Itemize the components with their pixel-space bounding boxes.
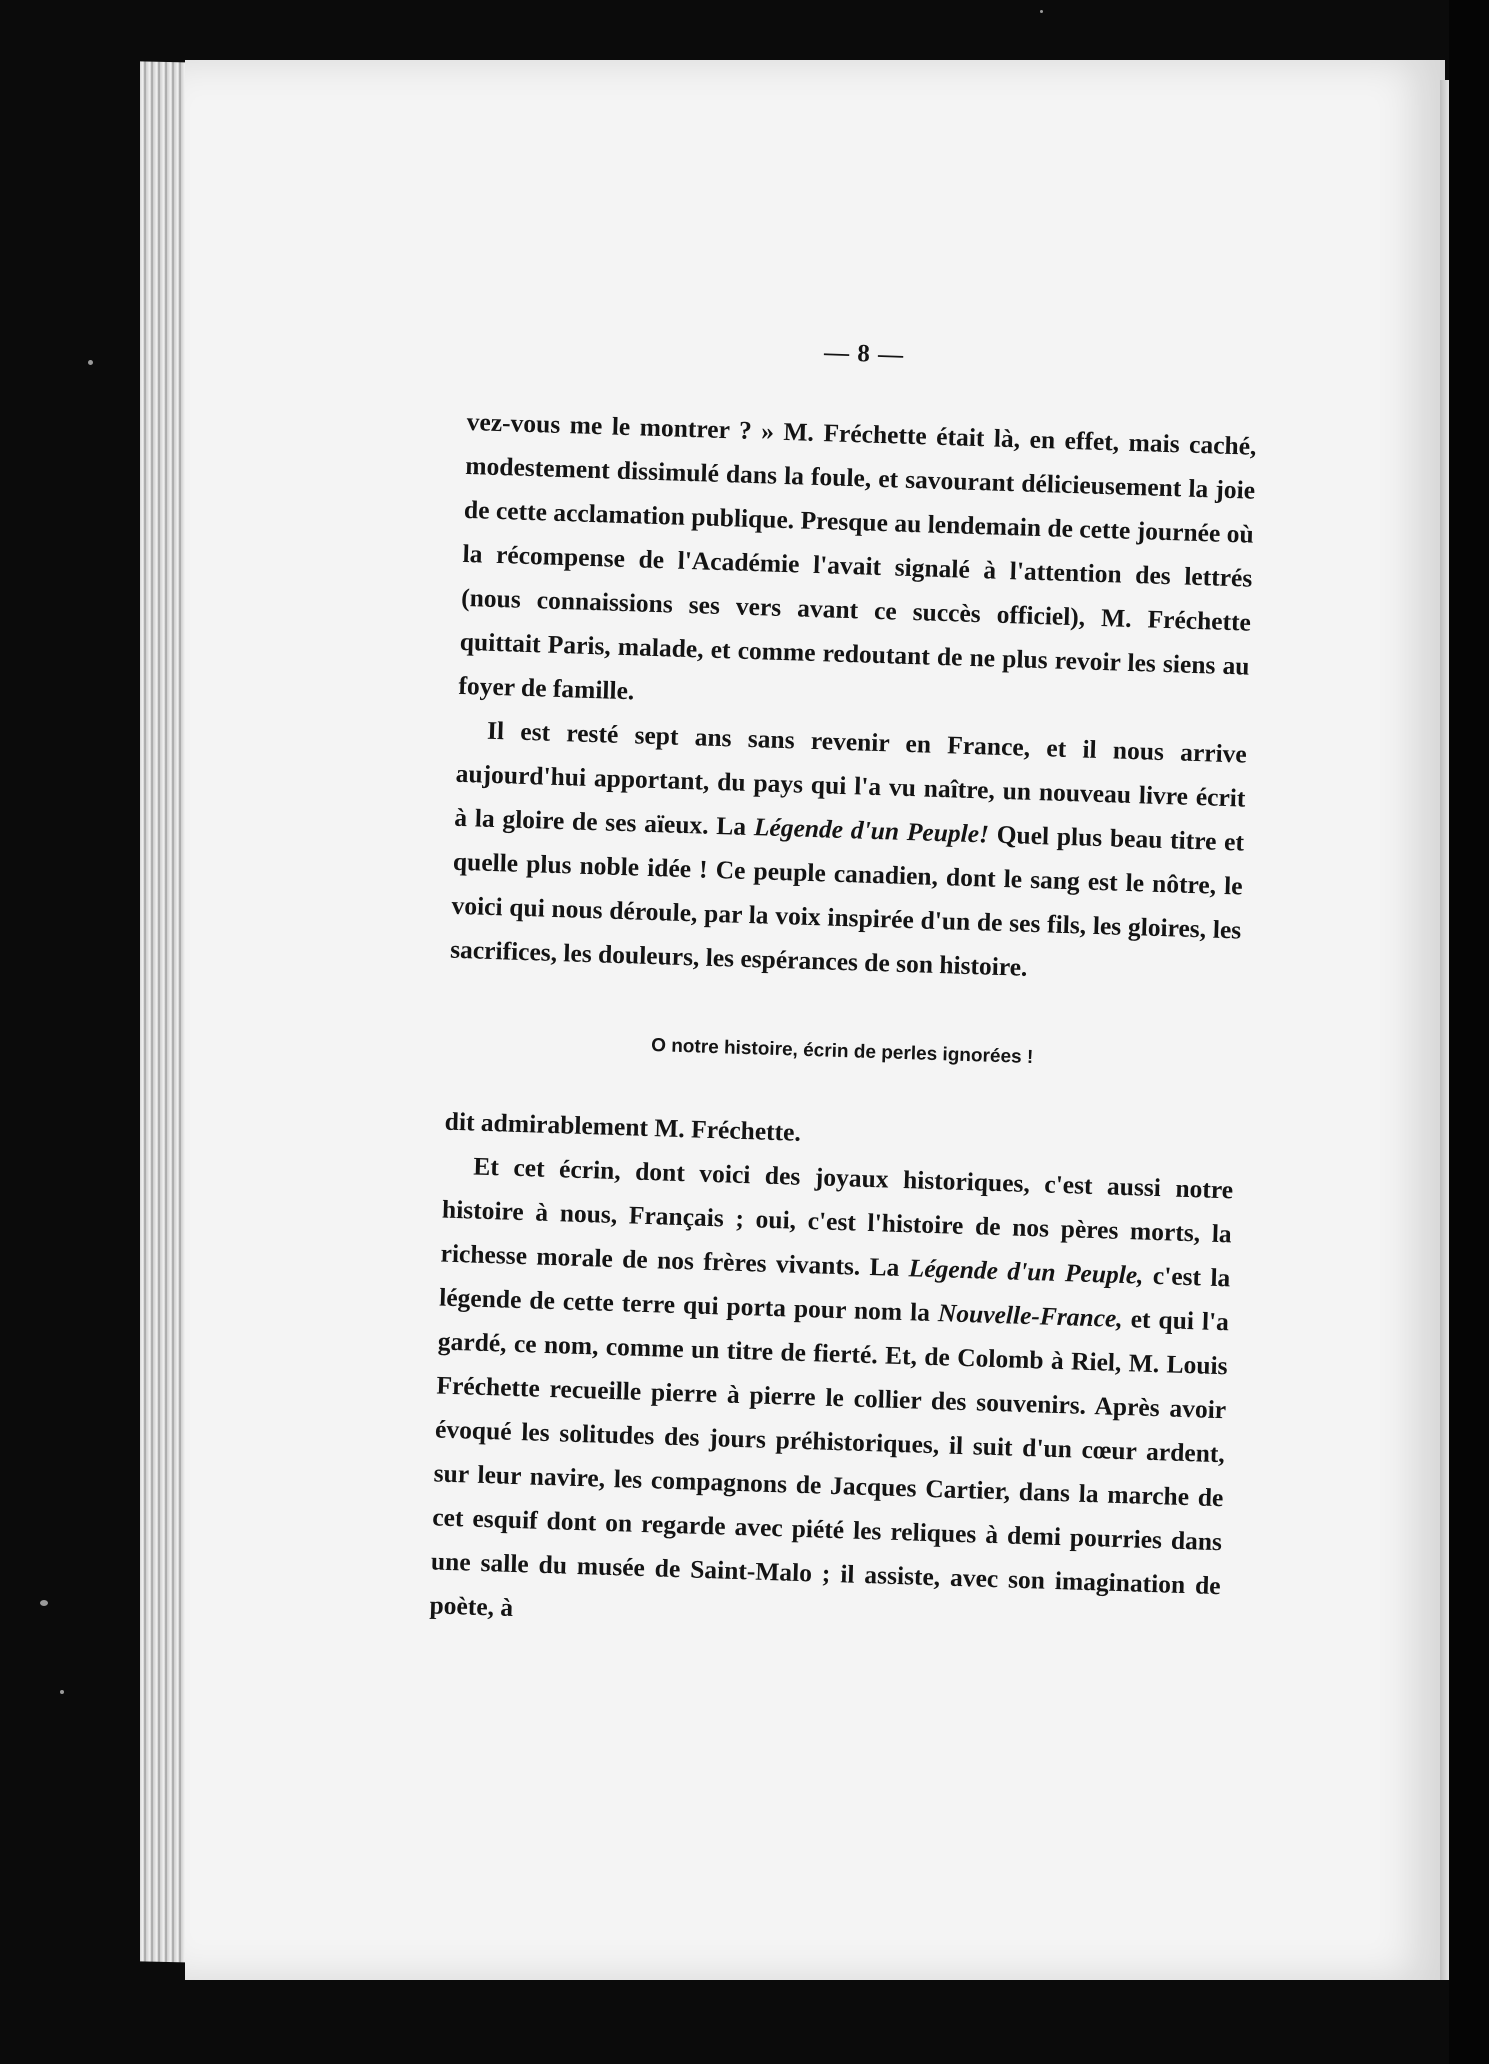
paragraphs-after-verse [429,1100,1235,1653]
text-run: dit admirablement M. Fréchette. [444,1106,802,1147]
verse-quote: O notre histoire, écrin de perles ignorées ! [650,1035,1034,1069]
scan-border [1449,0,1489,2064]
italic-title: Légende d'un Peuple, [908,1253,1145,1290]
italic-title: Nouvelle-France, [937,1298,1124,1333]
text-run: vez-vous me le montrer ? » M. Fréchette était là, en effet, mais caché, modestement dissimulé dans la foule, et savourant délicieusement la joie de cette acclamation publique. Presque au lendemain de cette journée où la récompense de l'Académie l'avait signalé à l'attention des lettrés (nous connaissions ses vers avant ce succès officiel), M. Fréchette quittait Paris, malade, et comme redoutant de ne plus revoir les siens au foyer de famille. [458,406,1257,706]
paragraph [429,1144,1234,1653]
paragraphs-before-verse [450,400,1258,997]
italic-title: Légende d'un Peuple! [753,812,990,849]
text-run: Quel plus beau titre et quelle plus noble idée ! Ce peuple canadien, dont le sang est le nôtre, le voici qui nous déroule, par la voix inspirée d'un de ses fils, les gloires, les sacrifices, les douleurs, les espérances de son histoire. [449,819,1245,982]
text-run: et qui l'a gardé, ce nom, comme un titre de fierté. Et, de Colomb à Riel, M. Louis Fréchette recueille pierre à pierre le collier des souvenirs. Après avoir évoqué les solitudes des jours préhistoriques, il suit d'un cœur ardent, sur leur navire, les compagnons de Jacques Cartier, dans la marche de cet esquif dont on regarde avec piété les reliques à demi pourries dans une salle du musée de Saint-Malo ; il assiste, avec son imagination de poète, à [429,1304,1230,1622]
paragraph [458,400,1257,733]
page-text [429,320,1260,1652]
speck [1040,10,1043,13]
text-run: Et cet écrin, dont voici des joyaux historiques, c'est aussi notre histoire à nous, Français ; oui, c'est l'histoire de nos pères morts, la richesse morale de nos frères vivants. La [440,1151,1234,1283]
page-number: — 8 — [823,339,905,369]
paragraph [450,708,1248,997]
text-run: c'est la légende de cette terre qui porta pour nom la [438,1260,1231,1328]
speck [88,360,93,365]
speck [40,1600,48,1606]
speck [60,1690,64,1694]
text-run: Il est resté sept ans sans revenir en France, et il nous arrive aujourd'hui apportant, du pays qui l'a vu naître, un nouveau livre écrit à la gloire de ses aïeux. La [453,715,1248,842]
